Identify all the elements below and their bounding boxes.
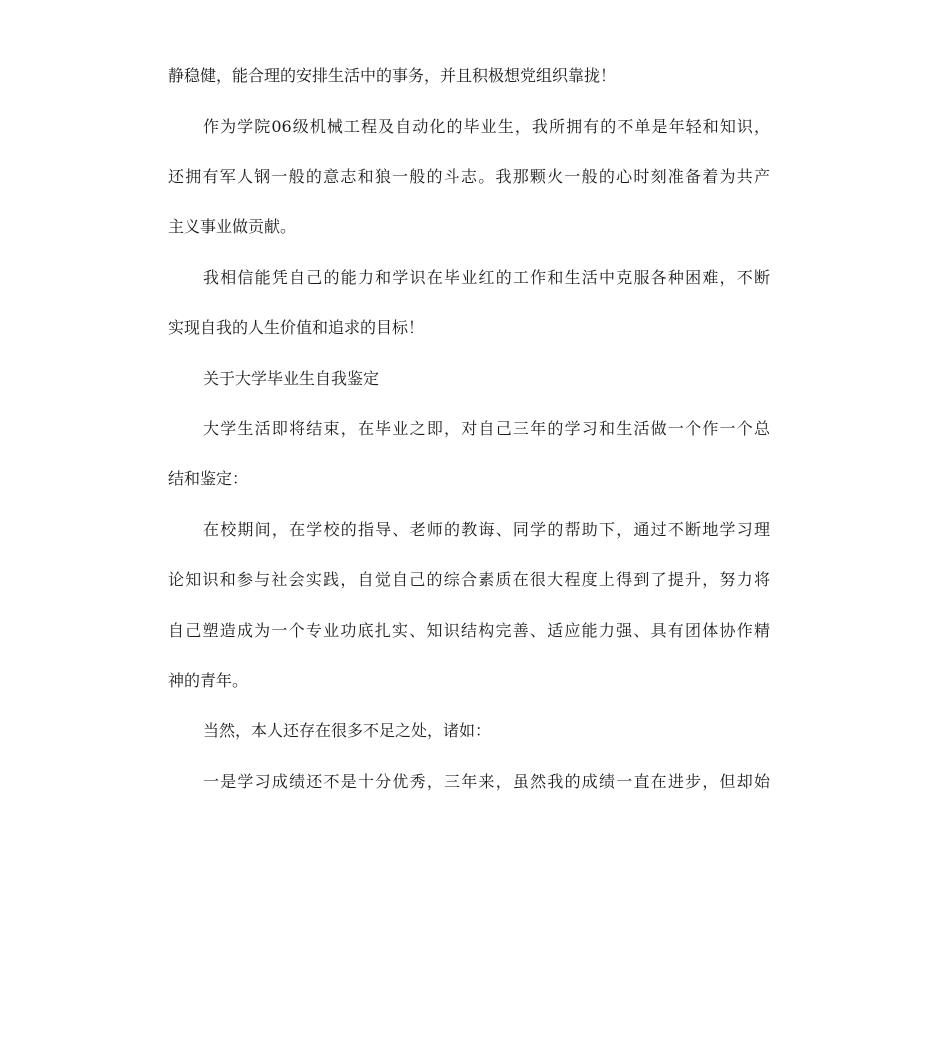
text-line: 一是学习成绩还不是十分优秀，三年来，虽然我的成绩一直在进步，但却始: [203, 772, 770, 791]
text-line: 作为学院06级机械工程及自动化的毕业生，我所拥有的不单是年轻和知识，: [203, 117, 770, 136]
section-heading: 关于大学毕业生自我鉴定: [203, 369, 380, 388]
text-line: 当然，本人还存在很多不足之处，诸如：: [203, 721, 492, 740]
text-line: 自己塑造成为一个专业功底扎实、知识结构完善、适应能力强、具有团体协作精: [168, 621, 770, 640]
text-line: 实现自我的人生价值和追求的目标！: [168, 318, 425, 337]
text-line: 结和鉴定：: [168, 469, 249, 488]
text-line: 神的青年。: [168, 671, 249, 690]
text-line: 静稳健，能合理的安排生活中的事务，并且积极想党组织靠拢！: [168, 66, 617, 85]
text-line: 我相信能凭自己的能力和学识在毕业红的工作和生活中克服各种困难，不断: [203, 268, 770, 287]
text-line: 主义事业做贡献。: [168, 217, 297, 236]
text-line: 大学生活即将结束，在毕业之即，对自己三年的学习和生活做一个作一个总: [203, 419, 770, 438]
text-line: 在校期间，在学校的指导、老师的教诲、同学的帮助下，通过不断地学习理: [203, 520, 770, 539]
text-line: 还拥有军人钢一般的意志和狼一般的斗志。我那颗火一般的心时刻准备着为共产: [168, 167, 770, 186]
text-line: 论知识和参与社会实践，自觉自己的综合素质在很大程度上得到了提升，努力将: [168, 570, 770, 589]
